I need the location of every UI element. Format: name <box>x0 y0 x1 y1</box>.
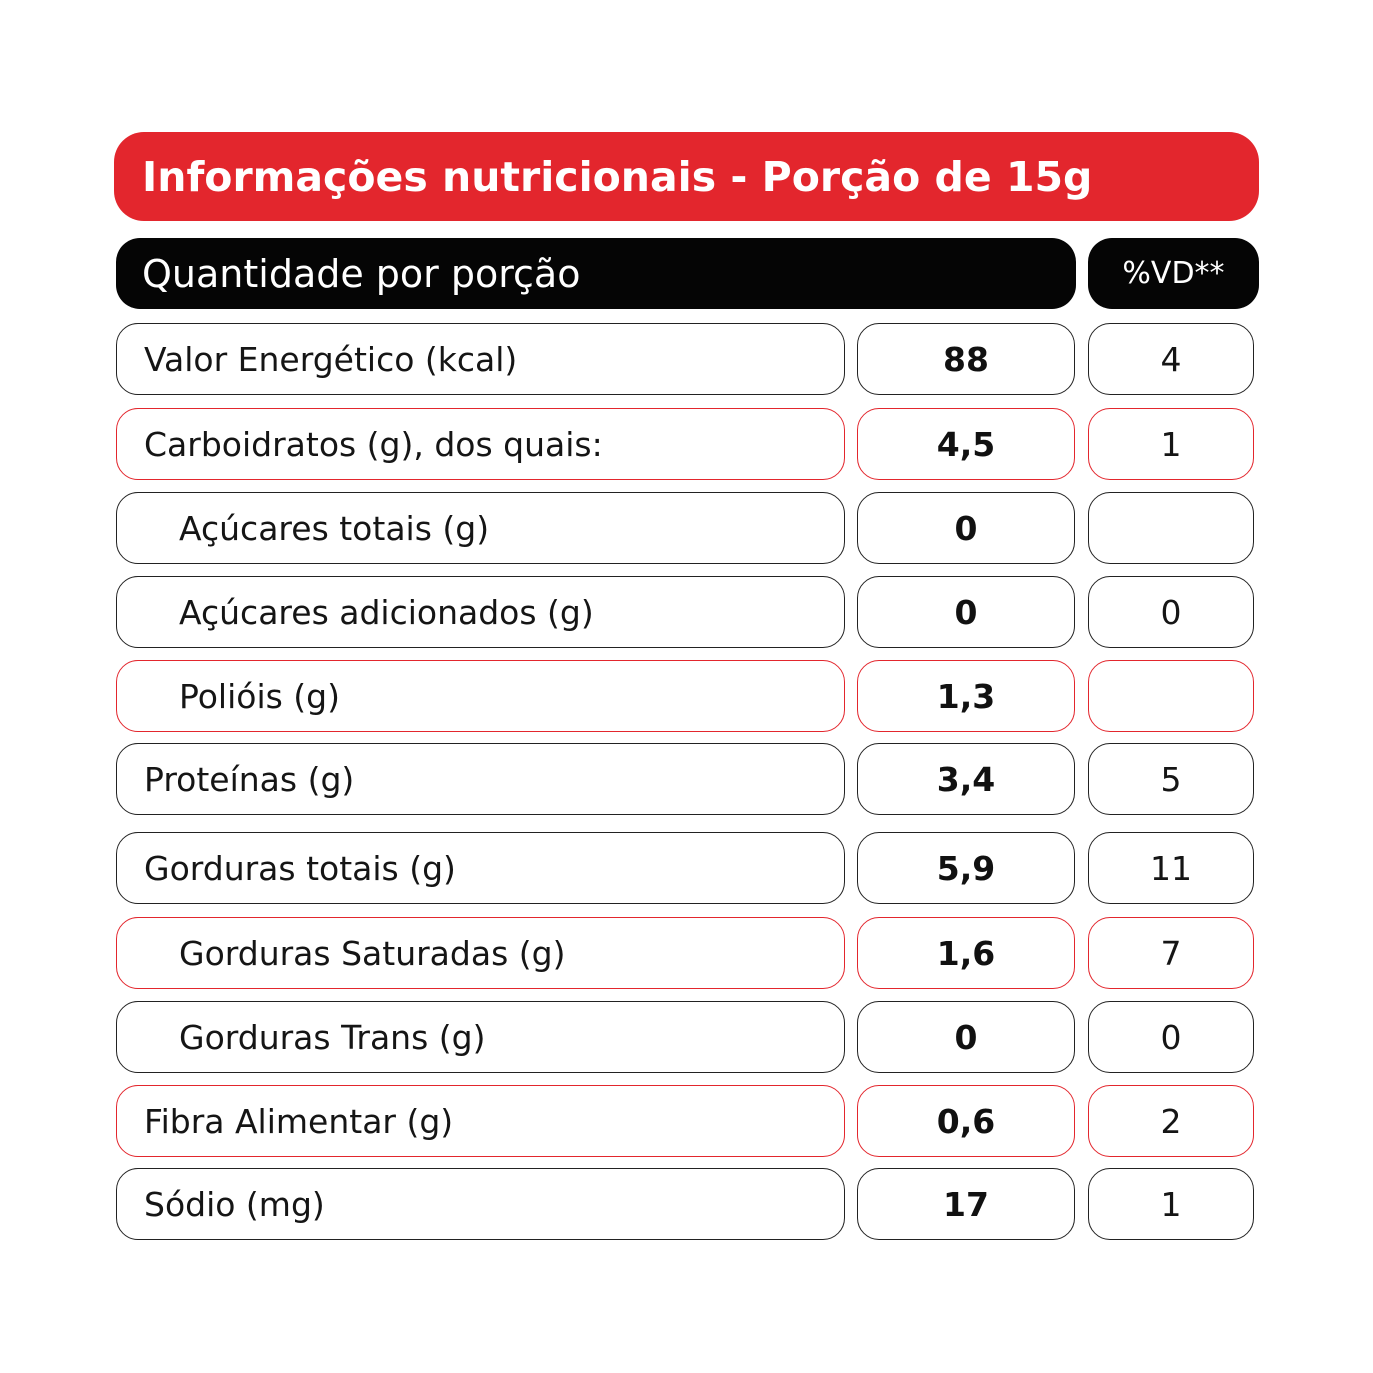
amount-cell <box>857 832 1075 904</box>
nutrient-amount: 4,5 <box>936 424 996 464</box>
nutrient-vd: 0 <box>1160 1017 1182 1057</box>
vd-cell <box>1088 492 1254 564</box>
nutrient-vd: 2 <box>1160 1101 1182 1141</box>
table-row <box>116 660 1256 732</box>
table-row <box>116 917 1256 989</box>
vd-cell <box>1088 408 1254 480</box>
amount-cell <box>857 1001 1075 1073</box>
nutrient-label: Valor Energético (kcal) <box>144 339 518 379</box>
vd-cell <box>1088 917 1254 989</box>
nutrient-amount: 0 <box>954 1017 978 1057</box>
amount-cell <box>857 743 1075 815</box>
table-row <box>116 832 1256 904</box>
nutrient-label: Gorduras Trans (g) <box>179 1017 486 1057</box>
vd-cell <box>1088 660 1254 732</box>
nutrient-label-cell <box>116 1085 845 1157</box>
nutrient-label: Carboidratos (g), dos quais: <box>144 424 603 464</box>
nutrient-amount: 5,9 <box>936 848 996 888</box>
nutrient-vd: 0 <box>1160 592 1182 632</box>
nutrient-label-cell <box>116 576 845 648</box>
nutrient-amount: 0 <box>954 508 978 548</box>
amount-cell <box>857 660 1075 732</box>
table-row <box>116 576 1256 648</box>
nutrient-label: Proteínas (g) <box>144 759 355 799</box>
nutrient-amount: 3,4 <box>936 759 996 799</box>
nutrient-label: Açúcares adicionados (g) <box>179 592 594 632</box>
nutrient-label-cell <box>116 408 845 480</box>
vd-cell <box>1088 1085 1254 1157</box>
nutrient-label-cell <box>116 1168 845 1240</box>
nutrient-vd: 7 <box>1160 933 1182 973</box>
nutrient-vd: 11 <box>1150 848 1192 888</box>
vd-header-label: %VD** <box>1122 256 1225 291</box>
nutrient-label: Gorduras Saturadas (g) <box>179 933 566 973</box>
nutrient-label-cell <box>116 323 845 395</box>
quantity-header-label: Quantidade por porção <box>142 251 581 296</box>
nutrient-label-cell <box>116 660 845 732</box>
nutrient-label-cell <box>116 492 845 564</box>
amount-cell <box>857 917 1075 989</box>
nutrient-vd: 1 <box>1160 1184 1182 1224</box>
table-row <box>116 323 1256 395</box>
vd-cell <box>1088 1168 1254 1240</box>
nutrient-label-cell <box>116 917 845 989</box>
amount-cell <box>857 576 1075 648</box>
table-row <box>116 1168 1256 1240</box>
table-row <box>116 1085 1256 1157</box>
nutrient-label: Sódio (mg) <box>144 1184 325 1224</box>
table-row <box>116 492 1256 564</box>
nutrient-label: Fibra Alimentar (g) <box>144 1101 454 1141</box>
amount-cell <box>857 1168 1075 1240</box>
nutrient-label: Gorduras totais (g) <box>144 848 456 888</box>
vd-cell <box>1088 743 1254 815</box>
amount-cell <box>857 492 1075 564</box>
nutrient-amount: 1,6 <box>936 933 996 973</box>
vd-cell <box>1088 832 1254 904</box>
nutrient-label-cell <box>116 832 845 904</box>
amount-cell <box>857 323 1075 395</box>
nutrient-amount: 88 <box>943 339 989 379</box>
table-row <box>116 408 1256 480</box>
nutrient-amount: 0,6 <box>936 1101 996 1141</box>
nutrient-vd: 5 <box>1160 759 1182 799</box>
nutrient-vd: 1 <box>1160 424 1182 464</box>
table-row <box>116 743 1256 815</box>
nutrient-label-cell <box>116 1001 845 1073</box>
amount-cell <box>857 1085 1075 1157</box>
vd-cell <box>1088 323 1254 395</box>
vd-cell <box>1088 576 1254 648</box>
nutrient-amount: 0 <box>954 592 978 632</box>
nutrient-label: Açúcares totais (g) <box>179 508 490 548</box>
table-row <box>116 1001 1256 1073</box>
page-title: Informações nutricionais - Porção de 15g <box>142 152 1093 201</box>
nutrient-label-cell <box>116 743 845 815</box>
nutrient-vd: 4 <box>1160 339 1182 379</box>
vd-cell <box>1088 1001 1254 1073</box>
amount-cell <box>857 408 1075 480</box>
nutrient-label: Polióis (g) <box>179 676 340 716</box>
nutrient-amount: 17 <box>943 1184 989 1224</box>
nutrient-amount: 1,3 <box>936 676 996 716</box>
